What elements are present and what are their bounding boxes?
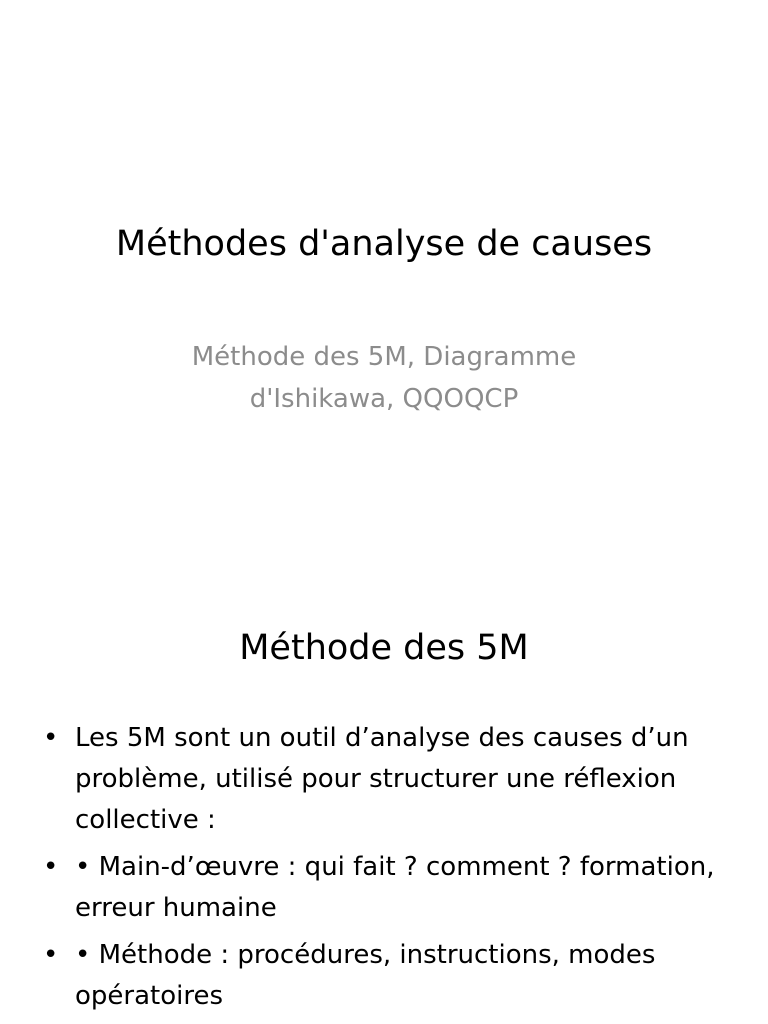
bullet-text: Les 5M sont un outil d’analyse des causes d’un problème, utilisé pour structurer une réflexion collective : [75,723,689,835]
bullet-item [40,935,730,1017]
bullet-item [40,718,730,841]
slide-title: Méthode des 5M [239,628,529,668]
bullet-icon: • [43,852,59,882]
bullet-list [40,718,730,1023]
bullet-icon: • [43,723,59,753]
bullet-text: • Méthode : procédures, instructions, modes opératoires [75,940,656,1011]
bullet-item [40,847,730,929]
bullet-text: • Main-d’œuvre : qui fait ? comment ? formation, erreur humaine [75,852,715,923]
bullet-icon: • [43,940,59,970]
slide-subtitle: Méthode des 5M, Diagramme d'Ishikawa, QQOQCP [191,342,577,414]
slide-title: Méthodes d'analyse de causes [115,224,653,264]
content-slide [0,576,768,1024]
